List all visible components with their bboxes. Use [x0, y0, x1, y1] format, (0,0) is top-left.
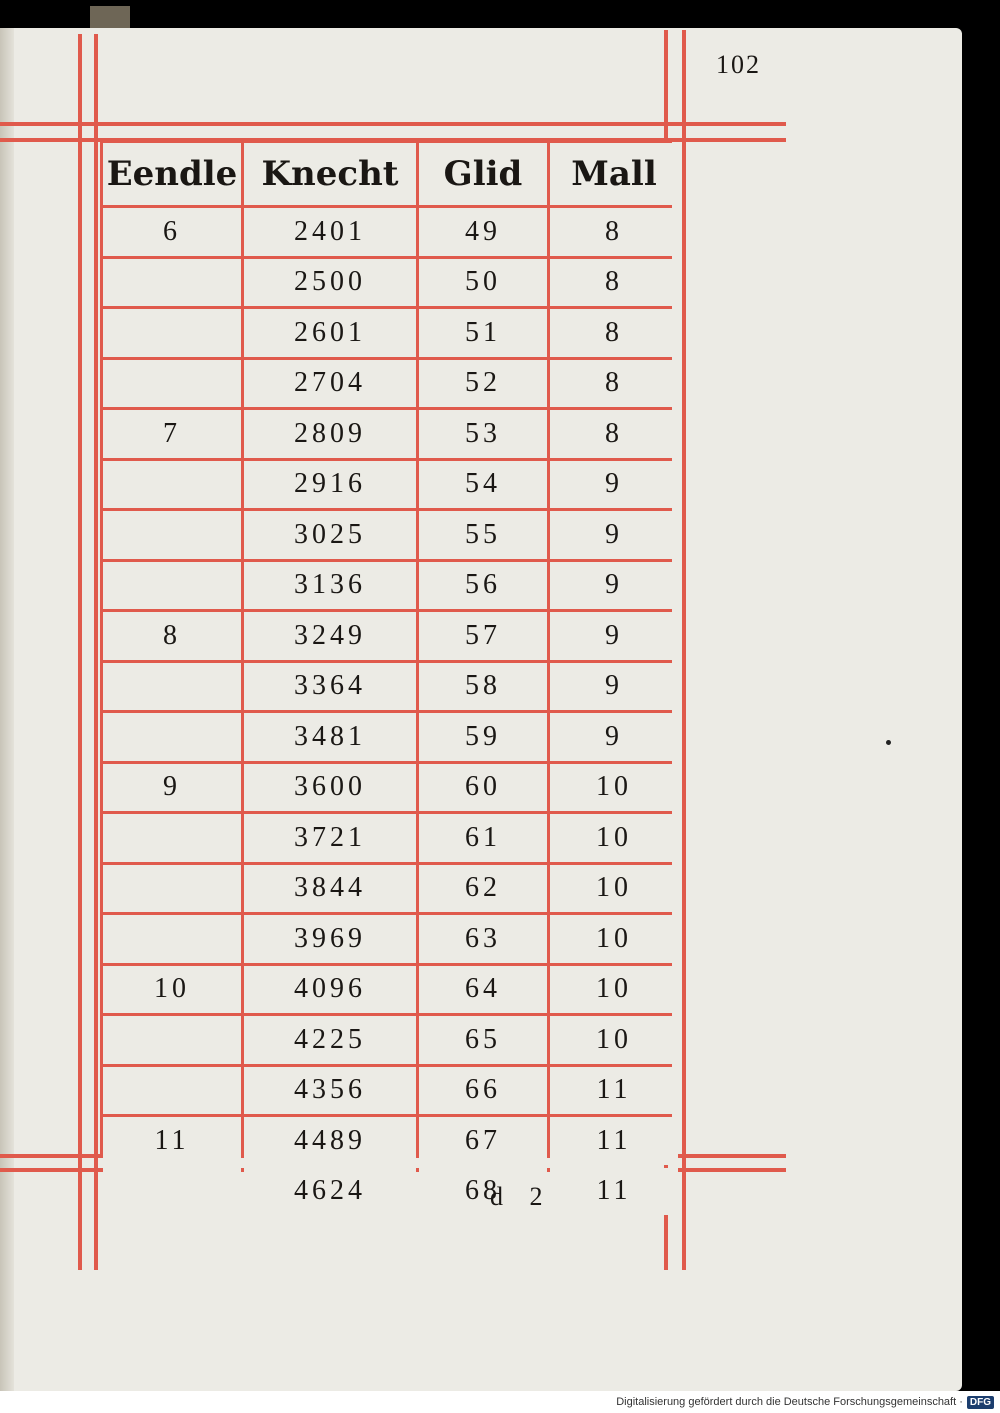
table-header-cell: Glid — [419, 143, 547, 205]
table-cell: 52 — [419, 360, 547, 408]
table-cell: 56 — [419, 562, 547, 610]
book-spine — [0, 28, 14, 1391]
table-cell: 10 — [550, 915, 678, 963]
table-cell — [103, 713, 241, 761]
table-cell — [103, 1168, 241, 1216]
table-cell — [103, 915, 241, 963]
table-cell: 59 — [419, 713, 547, 761]
table-cell: 63 — [419, 915, 547, 963]
table-cell: 49 — [419, 208, 547, 256]
table-cell: 3721 — [244, 814, 416, 862]
table-cell: 8 — [550, 410, 678, 458]
table-cell: 67 — [419, 1117, 547, 1165]
table-cell: 4096 — [244, 966, 416, 1014]
table-cell: 60 — [419, 764, 547, 812]
rule-vertical-left-outer — [78, 34, 82, 1270]
table-cell: 11 — [550, 1067, 678, 1115]
table-cell: 8 — [550, 309, 678, 357]
table-cell: 2809 — [244, 410, 416, 458]
table-cell: 11 — [103, 1117, 241, 1165]
table-cell: 3249 — [244, 612, 416, 660]
table-cell: 9 — [550, 713, 678, 761]
table-cell: 3969 — [244, 915, 416, 963]
table-cell: 3844 — [244, 865, 416, 913]
table-cell: 62 — [419, 865, 547, 913]
table-cell: 10 — [103, 966, 241, 1014]
table-cell — [103, 360, 241, 408]
table-cell: 8 — [550, 259, 678, 307]
dfg-logo: DFG — [967, 1396, 994, 1409]
table-cell: 64 — [419, 966, 547, 1014]
table-cell: 9 — [550, 511, 678, 559]
table-cell: 55 — [419, 511, 547, 559]
table-cell: 2704 — [244, 360, 416, 408]
signature-mark: d 2 — [490, 1182, 553, 1211]
table-cell: 53 — [419, 410, 547, 458]
table-cell: 8 — [103, 612, 241, 660]
table-cell: 6 — [103, 208, 241, 256]
table-cell: 3025 — [244, 511, 416, 559]
ink-speck — [886, 740, 891, 745]
table-cell: 4624 — [244, 1168, 416, 1216]
table-cell — [103, 1067, 241, 1115]
table-cell: 10 — [550, 1016, 678, 1064]
table-cell: 10 — [550, 966, 678, 1014]
table-cell: 65 — [419, 1016, 547, 1064]
table-cell: 10 — [550, 764, 678, 812]
table-header-cell: Eendle — [103, 143, 241, 205]
table-cell — [103, 259, 241, 307]
table-cell: 61 — [419, 814, 547, 862]
rule-vertical-right-inner — [682, 30, 686, 1270]
table-cell: 8 — [550, 360, 678, 408]
table-cell: 7 — [103, 410, 241, 458]
table-cell: 4225 — [244, 1016, 416, 1064]
table-cell: 58 — [419, 663, 547, 711]
table-cell — [103, 1016, 241, 1064]
table-cell: 3481 — [244, 713, 416, 761]
table-cell — [103, 663, 241, 711]
table-cell — [103, 309, 241, 357]
table-cell: 2601 — [244, 309, 416, 357]
table-cell — [103, 511, 241, 559]
table-cell: 9 — [550, 612, 678, 660]
table-cell: 2401 — [244, 208, 416, 256]
table-cell: 9 — [550, 562, 678, 610]
rule-horizontal-top-outer — [0, 122, 786, 126]
table-header-cell: Mall — [550, 143, 678, 205]
table-cell: 4356 — [244, 1067, 416, 1115]
table-cell: 8 — [550, 208, 678, 256]
digitization-footer — [0, 1391, 1000, 1413]
table-cell: 9 — [550, 663, 678, 711]
table-cell: 54 — [419, 461, 547, 509]
table-cell: 3364 — [244, 663, 416, 711]
table-cell: 9 — [103, 764, 241, 812]
table-cell — [103, 461, 241, 509]
table-cell: 10 — [550, 814, 678, 862]
table-cell — [103, 562, 241, 610]
table-cell: 11 — [550, 1168, 678, 1216]
table-cell — [103, 814, 241, 862]
table-cell: 68 — [419, 1168, 547, 1216]
table-cell: 66 — [419, 1067, 547, 1115]
table-cell: 50 — [419, 259, 547, 307]
table-cell: 9 — [550, 461, 678, 509]
page-number: 102 — [716, 50, 761, 79]
table-cell: 4489 — [244, 1117, 416, 1165]
page-top-edge — [90, 6, 130, 28]
rule-vertical-left-inner — [94, 34, 98, 1270]
table-cell: 10 — [550, 865, 678, 913]
table-cell: 11 — [550, 1117, 678, 1165]
table-cell — [103, 865, 241, 913]
table-cell: 2500 — [244, 259, 416, 307]
table-header-cell: Knecht — [244, 143, 416, 205]
table-cell: 51 — [419, 309, 547, 357]
table-cell: 3600 — [244, 764, 416, 812]
table-cell: 3136 — [244, 562, 416, 610]
footer-text: Digitalisierung gefördert durch die Deutsche Forschungsgemeinschaft · — [616, 1396, 963, 1408]
table-cell: 57 — [419, 612, 547, 660]
table-cell: 2916 — [244, 461, 416, 509]
